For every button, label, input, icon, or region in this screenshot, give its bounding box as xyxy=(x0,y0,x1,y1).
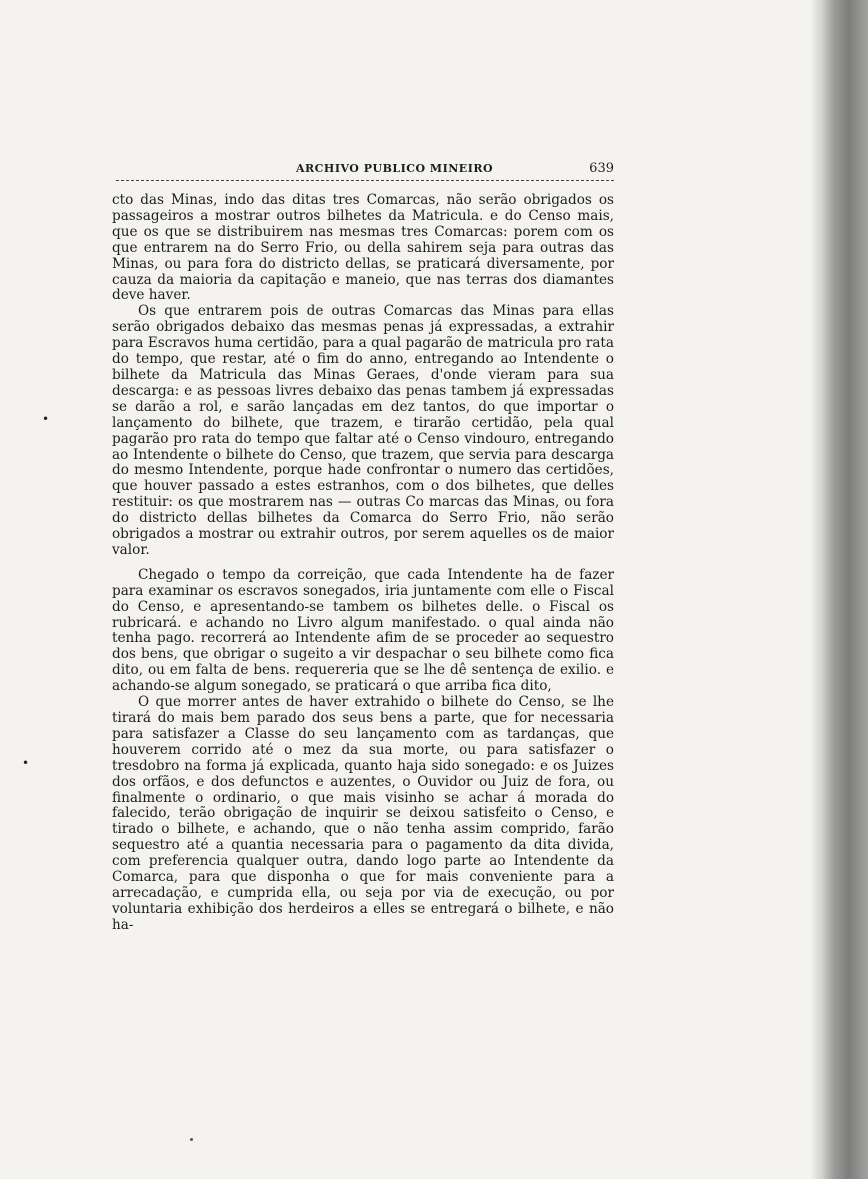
binding-shadow xyxy=(810,0,820,1179)
speck xyxy=(190,1138,193,1141)
paragraph-1: cto das Minas, indo das ditas tres Comarcas, não serão obrigados os passageiros a mostrar outros bilhetes da Matricula. e do Censo mais, que os que se distribuirem nas mesmas tres Comarcas: porem com os que entrarem na do Serro Frio, ou della sahirem seja para outras das Minas, ou para fora do districto dellas, se praticará diversamente, por cauza da maioria da capitação e maneio, que nas terras dos diamantes deve haver. xyxy=(112,192,614,304)
page-number: 639 xyxy=(589,161,614,176)
paragraph-2: Os que entrarem pois de outras Comarcas das Minas para ellas serão obrigados debaixo das mesmas penas já expressadas, a extrahir para Escravos huma certidão, para a qual pagarão de matricula pro rata do tempo, que restar, até o fim do anno, entregando ao Intendente o bilhete da Matricula das Minas Geraes, d'onde vieram para sua descarga: e as pessoas livres debaixo das penas tambem já expressadas se darão a rol, e sarão lançadas em dez tantos, do que importar o lançamento do bilhete, que trazem, e tirarão certidão, pela qual pagarão pro rata do tempo que faltar até o Censo vindouro, entregando ao Intendente o bilhete do Censo, que trazem, que servia para descarga do mesmo Intendente, porque hade confrontar o numero das certidões, que houver passado a estes estranhos, com o dos bilhetes, que delles restituir: os que mostrarem nas — outras Co marcas das Minas, ou fora do districto dellas bilhetes da Comarca do Serro Frio, não serão obrigados a mostrar ou extrahir outros, por serem aquelles os de maior valor. xyxy=(112,303,614,558)
paragraph-4: O que morrer antes de haver extrahido o bilhete do Censo, se lhe tirará do mais bem parado dos seus bens a parte, que for necessaria para satisfazer a Classe do seu lançamento com as tardanças, que houverem corrido até o mez da sua morte, ou para satisfazer o tresdobro na forma já explicada, quanto haja sido sonegado: e os Juizes dos orfãos, e dos defunctos e auzentes, o Ouvidor ou Juiz de fora, ou finalmente o ordinario, o que mais visinho se achar á morada do falecido, terão obrigação de inquirir se deixou satisfeito o Censo, e tirado o bilhete, e achando, que o não tenha assim comprido, farão sequestro até a quantia necessaria para o pagamento da dita divida, com preferencia qualquer outra, dando logo parte ao Intendente da Comarca, para que disponha o que for mais conveniente para a arrecadação, e cumprida ella, ou seja por via de execução, ou por voluntaria exhibição dos herdeiros a elles se entregará o bilhete, e não ha- xyxy=(112,694,614,933)
header-rule xyxy=(116,180,614,181)
margin-mark-2: • xyxy=(22,756,30,770)
scanner-edge xyxy=(820,0,868,1179)
margin-mark-1: • xyxy=(42,412,50,426)
body-text xyxy=(112,193,614,934)
paragraph-3: Chegado o tempo da correição, que cada Intendente ha de fazer para examinar os escravos sonegados, iria juntamente com elle o Fiscal do Censo, e apresentando-se tambem os bilhetes delle. o Fiscal os rubricará. e achando no Livro algum manifestado. o qual ainda não tenha pago. recorrerá ao Intendente afim de se proceder ao sequestro dos bens, que obrigar o sugeito a vir despachar o seu bilhete como fica dito, ou em falta de bens. requereria que se lhe dê sentença de exilio. e achando-se algum sonegado, se praticará o que arriba fica dito, xyxy=(112,566,614,695)
header-title: ARCHIVO PUBLICO MINEIRO xyxy=(296,162,494,175)
running-header xyxy=(116,158,614,182)
